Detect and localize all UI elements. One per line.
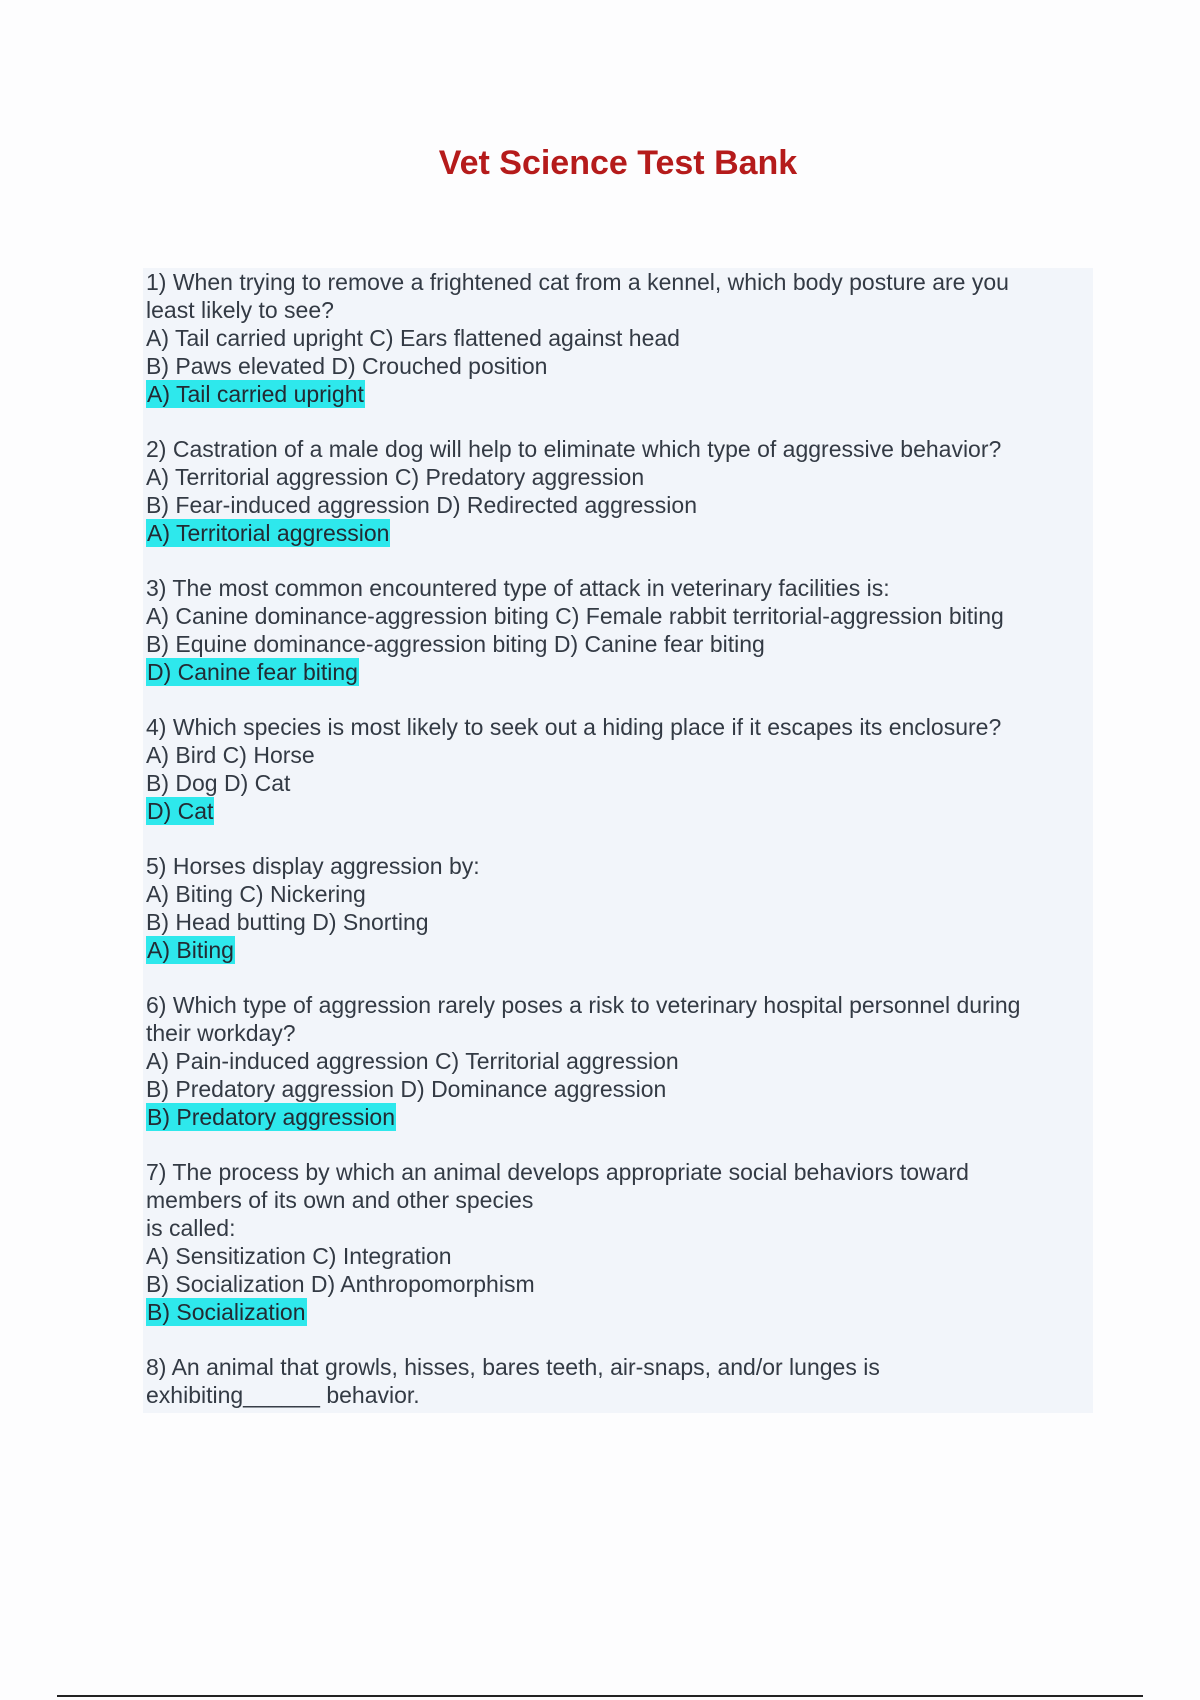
footer-divider [57, 1695, 1143, 1697]
question-7-options-b-d: B) Socialization D) Anthropomorphism [146, 1271, 535, 1297]
question-2 [146, 435, 1093, 547]
question-3-text: 3) The most common encountered type of attack in veterinary facilities is: [146, 575, 890, 601]
question-2-options-b-d: B) Fear-induced aggression D) Redirected aggression [146, 492, 698, 518]
question-5-answer: A) Biting [147, 937, 234, 963]
question-4-answer: D) Cat [147, 798, 214, 824]
question-5-text: 5) Horses display aggression by: [146, 853, 480, 879]
question-2-text: 2) Castration of a male dog will help to eliminate which type of aggressive behavior? [146, 436, 1002, 462]
question-6 [146, 991, 1093, 1131]
question-5-options-a-c: A) Biting C) Nickering [146, 881, 366, 907]
question-1-options-b-d: B) Paws elevated D) Crouched position [146, 353, 548, 379]
question-1-options-a-c: A) Tail carried upright C) Ears flattened against head [146, 325, 680, 351]
question-2-answer: A) Territorial aggression [147, 520, 390, 546]
question-list [143, 268, 1093, 1413]
question-4-text: 4) Which species is most likely to seek out a hiding place if it escapes its enclosure? [146, 714, 1002, 740]
question-3-answer: D) Canine fear biting [147, 659, 358, 685]
page-title: Vet Science Test Bank [438, 144, 798, 182]
question-7-text-continued: is called: [146, 1215, 236, 1241]
question-3-options-b-d: B) Equine dominance-aggression biting D) Canine fear biting [146, 631, 765, 657]
question-3 [146, 574, 1093, 686]
question-7-answer: B) Socialization [147, 1299, 306, 1325]
question-6-options-a-c: A) Pain-induced aggression C) Territorial aggression [146, 1048, 679, 1074]
question-4-options-b-d: B) Dog D) Cat [146, 770, 291, 796]
question-7-options-a-c: A) Sensitization C) Integration [146, 1243, 452, 1269]
question-1 [146, 268, 1093, 408]
question-4 [146, 713, 1093, 825]
question-2-options-a-c: A) Territorial aggression C) Predatory aggression [146, 464, 645, 490]
question-5-options-b-d: B) Head butting D) Snorting [146, 909, 429, 935]
question-1-text: 1) When trying to remove a frightened cat from a kennel, which body posture are you least likely to see? [146, 269, 1009, 323]
question-7 [146, 1158, 1093, 1326]
question-7-text: 7) The process by which an animal develops appropriate social behaviors toward members of its own and other species [146, 1159, 969, 1213]
question-1-answer: A) Tail carried upright [147, 381, 364, 407]
question-6-options-b-d: B) Predatory aggression D) Dominance aggression [146, 1076, 667, 1102]
question-6-answer: B) Predatory aggression [147, 1104, 396, 1130]
question-5 [146, 852, 1093, 964]
question-8 [146, 1353, 1093, 1409]
question-6-text: 6) Which type of aggression rarely poses a risk to veterinary hospital personnel during their workday? [146, 992, 1021, 1046]
question-3-options-a-c: A) Canine dominance-aggression biting C) Female rabbit territorial-aggression biting [146, 603, 1004, 629]
question-4-options-a-c: A) Bird C) Horse [146, 742, 315, 768]
question-8-text: 8) An animal that growls, hisses, bares teeth, air-snaps, and/or lunges is exhibiting______ behavior. [146, 1354, 880, 1408]
